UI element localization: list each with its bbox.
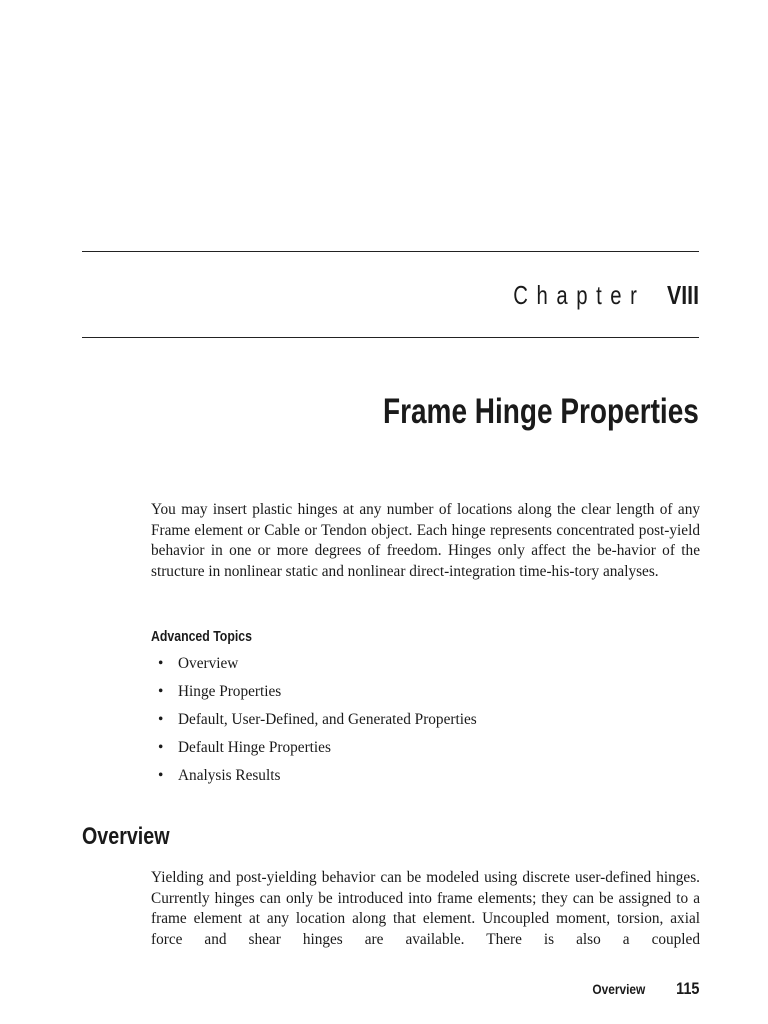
topic-label: Analysis Results (178, 766, 281, 784)
intro-paragraph: You may insert plastic hinges at any number of locations along the clear length of any Frame element or Cable or Tendon object. Each hinge represents concentrated post-yield behavior in one or more degrees of freedom. Hinges only affect the be-havior of the structure in nonlinear static and nonlinear direct-integration time-his-tory analyses. (151, 501, 700, 580)
topic-item[interactable] (158, 654, 477, 682)
topic-label: Overview (178, 655, 239, 672)
topic-label: Default, User-Defined, and Generated Properties (178, 710, 477, 728)
chapter-number: VIII (667, 280, 699, 310)
overview-heading: Overview (82, 823, 170, 850)
advanced-topics-heading: Advanced Topics (151, 628, 252, 645)
chapter-label (476, 280, 699, 311)
topic-item[interactable] (158, 682, 477, 710)
topic-label: Default Hinge Properties (178, 738, 331, 756)
top-rule (82, 251, 699, 252)
bullet-icon: • (158, 682, 164, 700)
topic-item[interactable] (158, 766, 477, 794)
bottom-rule (82, 337, 699, 338)
page-footer (583, 979, 699, 999)
bullet-icon: • (158, 738, 164, 756)
page-title: Frame Hinge Properties (383, 392, 699, 431)
advanced-topics-list (158, 654, 477, 793)
overview-paragraph: Yielding and post-yielding behavior can be modeled using discrete user-defined hinges. Currently hinges can only be introduced into frame elements; they can be assigned to a frame element at any location along that element. Uncoupled moment, torsion, axial force and shear hinges are available. There is also a coupled (151, 869, 700, 948)
bullet-icon: • (158, 655, 164, 672)
bullet-icon: • (158, 766, 164, 784)
topic-item[interactable] (158, 738, 477, 766)
bullet-icon: • (158, 710, 164, 728)
page-number: 115 (675, 979, 699, 998)
footer-section-name: Overview (592, 981, 646, 997)
chapter-word: Chapter (513, 280, 646, 310)
topic-label: Hinge Properties (178, 682, 282, 700)
topic-item[interactable] (158, 710, 477, 738)
